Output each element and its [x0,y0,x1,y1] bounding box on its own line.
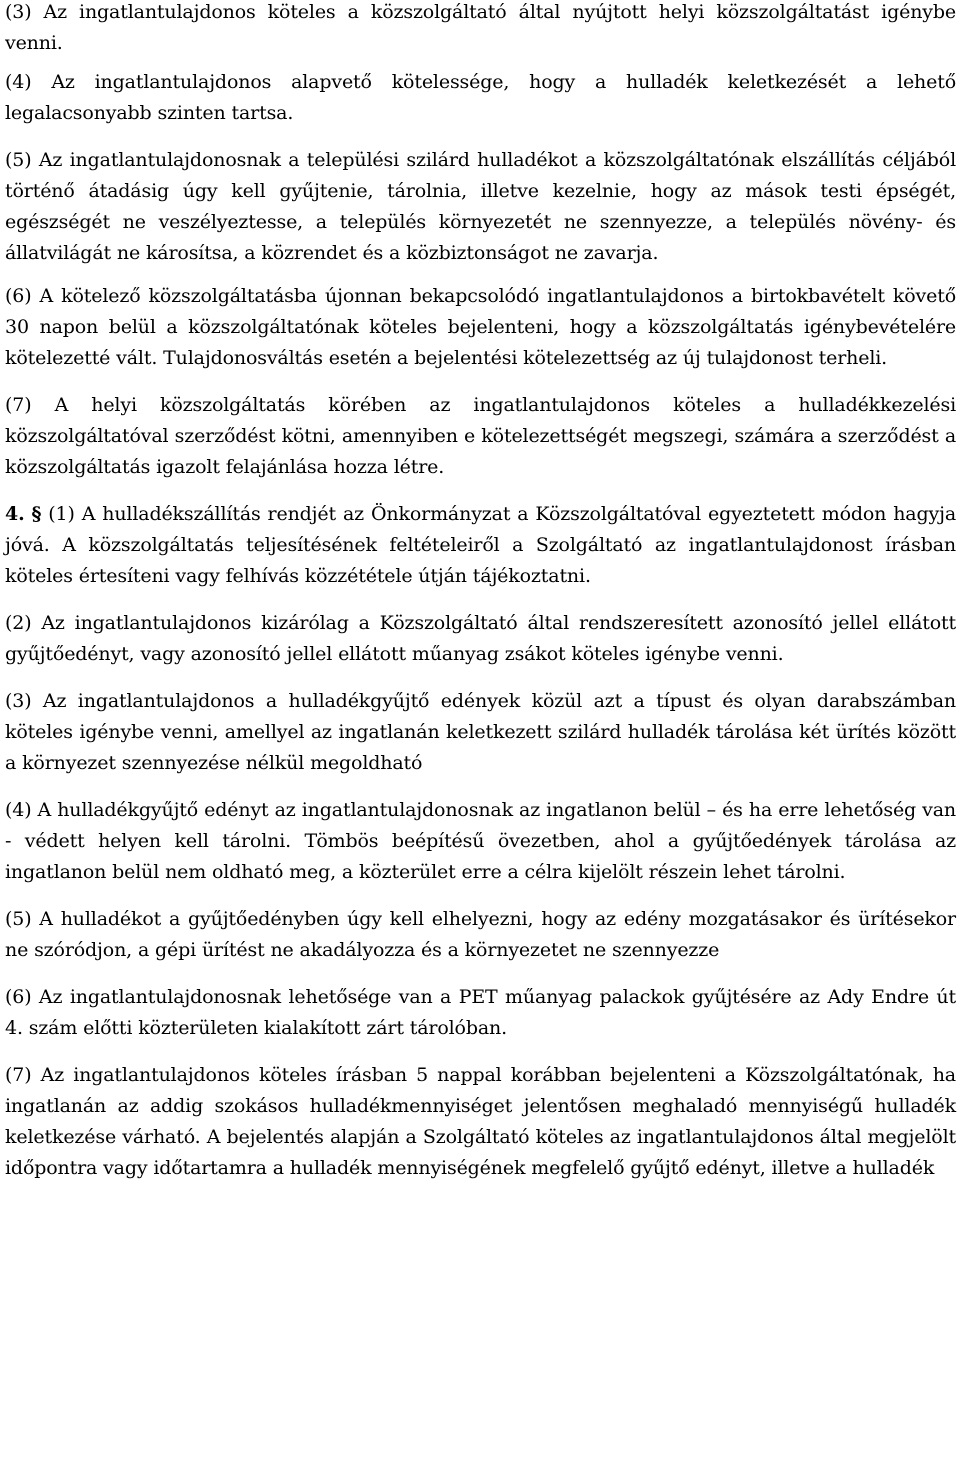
section-number: 4. [5,503,25,525]
paragraph-6: (6) A kötelező közszolgáltatásba újonnan bekapcsolódó ingatlantulajdonos a birtokbavételt követő 30 napon belül a közszolgáltatónak köteles bejelenteni, hogy a közszolgáltatás igénybevételére kötelezetté vált. Tulajdonosváltás esetén a bejelentési kötelezettség az új tulajdonost terheli. [5,285,956,369]
section-4-paragraph-3: (3) Az ingatlantulajdonos a hulladékgyűjtő edények közül azt a típust és olyan darabszámban köteles igénybe venni, amellyel az ingatlanán keletkezett szilárd hulladék tárolása két ürítés között a környezet szennyezése nélkül megoldható [5,690,956,774]
section-4-paragraph-4: (4) A hulladékgyűjtő edényt az ingatlantulajdonosnak az ingatlanon belül – és ha erre lehetőség van - védett helyen kell tárolni. Tömbös beépítésű övezetben, ahol a gyűjtőedények tárolása az ingatlanon belül nem oldható meg, a közterület erre a célra kijelölt részein lehet tárolni. [5,799,956,883]
section-4-paragraph-2: (2) Az ingatlantulajdonos kizárólag a Közszolgáltató által rendszeresített azonosító jellel ellátott gyűjtőedényt, vagy azonosító jellel ellátott műanyag zsákot köteles igénybe venni. [5,612,956,665]
paragraph-3: (3) Az ingatlantulajdonos köteles a közszolgáltató által nyújtott helyi közszolgáltatást igénybe venni. [5,1,956,54]
section-4-paragraph-1-text: (1) A hulladékszállítás rendjét az Önkormányzat a Közszolgáltatóval egyeztetett módon hagyja jóvá. A közszolgáltatás teljesítésének feltételeiről a Szolgáltató az ingatlantulajdonost írásban köteles értesíteni vagy felhívás közzététele útján tájékoztatni. [5,503,956,587]
section-4-paragraph-6: (6) Az ingatlantulajdonosnak lehetősége van a PET műanyag palackok gyűjtésére az Ady Endre út 4. szám előtti közterületen kialakított zárt tárolóban. [5,986,956,1039]
paragraph-5: (5) Az ingatlantulajdonosnak a települési szilárd hulladékot a közszolgáltatónak elszállítás céljából történő átadásig úgy kell gyűjtenie, tárolnia, illetve kezelnie, hogy az mások testi épségét, egészségét ne veszélyeztesse, a település környezetét ne szennyezze, a település növény- és állatvilágát ne károsítsa, a közrendet és a közbiztonságot ne zavarja. [5,149,956,264]
paragraph-7: (7) A helyi közszolgáltatás körében az ingatlantulajdonos köteles a hulladékkezelési közszolgáltatóval szerződést kötni, amennyiben e kötelezettségét megszegi, számára a szerződést a közszolgáltatás igazolt felajánlása hozza létre. [5,394,956,478]
section-4-paragraph-7: (7) Az ingatlantulajdonos köteles írásban 5 nappal korábban bejelenteni a Közszolgáltatónak, ha ingatlanán az addig szokásos hulladékmennyiséget jelentősen meghaladó mennyiségű hulladék keletkezése várható. A bejelentés alapján a Szolgáltató köteles az ingatlantulajdonos által megjelölt időpontra vagy időtartamra a hulladék mennyiségének megfelelő gyűjtő edényt, illetve a hulladék [5,1064,956,1179]
section-4-paragraph-5: (5) A hulladékot a gyűjtőedényben úgy kell elhelyezni, hogy az edény mozgatásakor és ürítésekor ne szóródjon, a gépi ürítést ne akadályozza és a környezetet ne szennyezze [5,908,956,961]
paragraph-4: (4) Az ingatlantulajdonos alapvető kötelessége, hogy a hulladék keletkezését a lehető legalacsonyabb szinten tartsa. [5,71,956,124]
section-mark: § [31,503,42,525]
section-4-paragraph-1 [5,499,956,592]
